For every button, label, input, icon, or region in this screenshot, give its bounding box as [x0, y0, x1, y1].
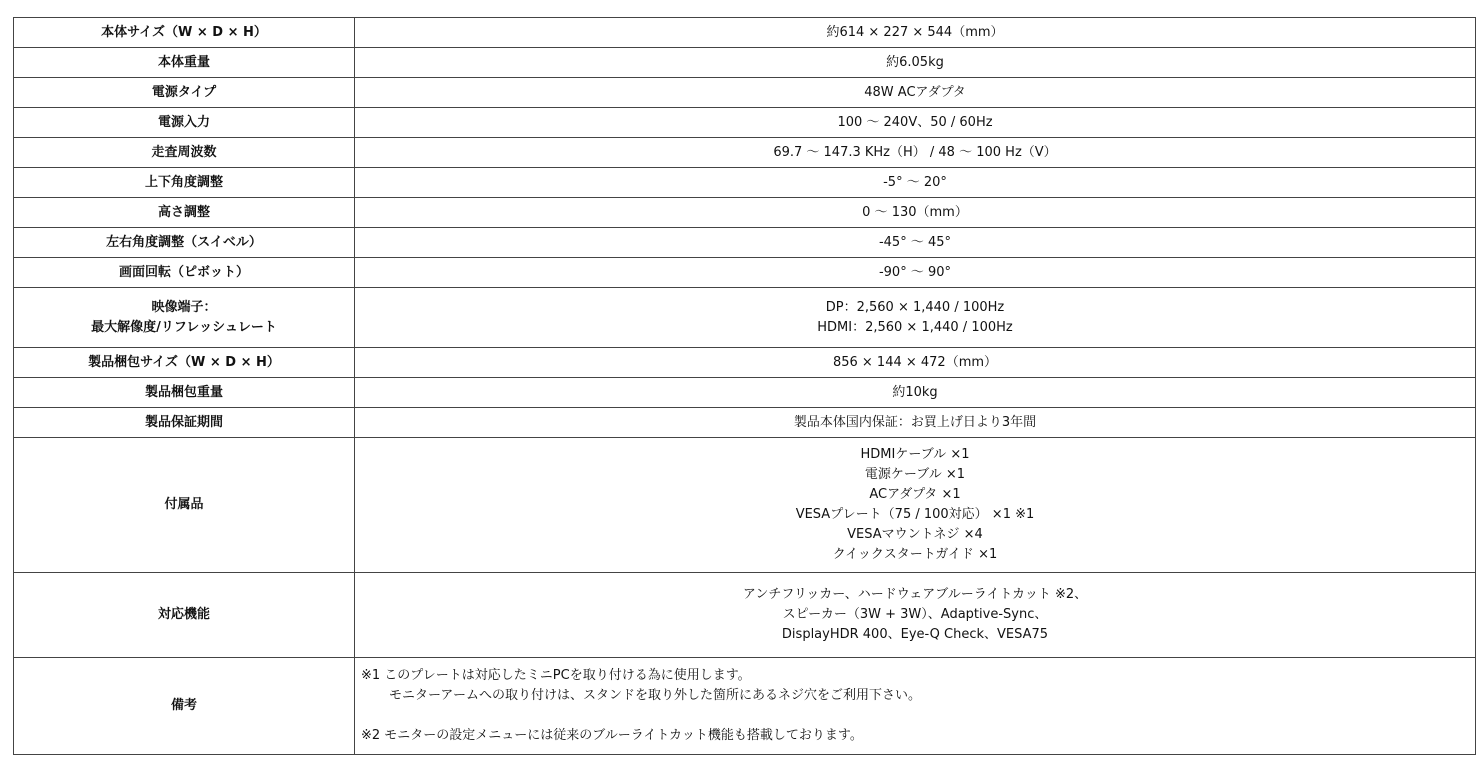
row-label-tilt: 上下角度調整: [14, 168, 355, 198]
row-label-height: 高さ調整: [14, 198, 355, 228]
row-value-power-input: 100 ～ 240V、50 / 60Hz: [355, 108, 1476, 138]
table-row: [14, 258, 1476, 288]
row-label-body-weight: 本体重量: [14, 48, 355, 78]
feature-line: アンチフリッカー、ハードウェアブルーライトカット ※2、: [742, 587, 1088, 602]
table-row: [14, 408, 1476, 438]
accessory-item: ACアダプタ ×1: [869, 487, 961, 502]
table-row: [14, 78, 1476, 108]
row-value-video-ports: [355, 288, 1476, 348]
table-row: [14, 658, 1476, 755]
table-row: [14, 168, 1476, 198]
row-value-body-size: 約614 × 227 × 544（mm）: [355, 18, 1476, 48]
row-label-video-ports: [14, 288, 355, 348]
video-label-line: 最大解像度/リフレッシュレート: [91, 319, 277, 335]
table-row: [14, 288, 1476, 348]
row-value-package-size: 856 × 144 × 472（mm）: [355, 348, 1476, 378]
row-label-accessories: 付属品: [14, 438, 355, 573]
row-label-scan-frequency: 走査周波数: [14, 138, 355, 168]
accessory-item: HDMIケーブル ×1: [860, 447, 970, 462]
row-value-notes: [355, 658, 1476, 755]
feature-line: スピーカー（3W + 3W）、Adaptive-Sync、: [782, 607, 1048, 622]
row-label-package-weight: 製品梱包重量: [14, 378, 355, 408]
row-value-body-weight: 約6.05kg: [355, 48, 1476, 78]
table-row: [14, 138, 1476, 168]
row-value-accessories: [355, 438, 1476, 573]
row-value-height: 0 ～ 130（mm）: [355, 198, 1476, 228]
table-row: [14, 228, 1476, 258]
table-row: [14, 198, 1476, 228]
feature-line: DisplayHDR 400、Eye-Q Check、VESA75: [781, 627, 1049, 642]
video-value-line: HDMI：2,560 × 1,440 / 100Hz: [817, 319, 1013, 335]
row-value-power-type: 48W ACアダプタ: [355, 78, 1476, 108]
row-label-power-type: 電源タイプ: [14, 78, 355, 108]
video-label-line: 映像端子：: [151, 299, 217, 315]
row-label-swivel: 左右角度調整（スイベル）: [14, 228, 355, 258]
table-row: [14, 108, 1476, 138]
spec-table: [13, 17, 1476, 755]
row-label-power-input: 電源入力: [14, 108, 355, 138]
row-label-package-size: 製品梱包サイズ（W × D × H）: [14, 348, 355, 378]
note-1: ※1 このプレートは対応したミニPCを取り付ける為に使用します。: [361, 668, 751, 683]
table-row: [14, 18, 1476, 48]
row-label-notes: 備考: [14, 658, 355, 755]
row-value-warranty: 製品本体国内保証：お買上げ日より3年間: [355, 408, 1476, 438]
accessory-item: VESAプレート（75 / 100対応） ×1 ※1: [795, 507, 1035, 522]
table-row: [14, 48, 1476, 78]
note-1-sub: モニターアームへの取り付けは、スタンドを取り外した箇所にあるネジ穴をご利用下さい。: [389, 688, 921, 703]
row-value-scan-frequency: 69.7 ～ 147.3 KHz（H） / 48 ～ 100 Hz（V）: [355, 138, 1476, 168]
accessory-item: 電源ケーブル ×1: [864, 467, 966, 482]
row-value-swivel: -45° ～ 45°: [355, 228, 1476, 258]
accessory-item: クイックスタートガイド ×1: [832, 547, 998, 562]
row-value-tilt: -5° ～ 20°: [355, 168, 1476, 198]
accessory-item: VESAマウントネジ ×4: [847, 527, 983, 542]
table-row: [14, 378, 1476, 408]
table-row: [14, 348, 1476, 378]
row-label-warranty: 製品保証期間: [14, 408, 355, 438]
table-row: [14, 438, 1476, 573]
note-2: ※2 モニターの設定メニューには従来のブルーライトカット機能も搭載しております。: [361, 728, 863, 743]
video-value-line: DP：2,560 × 1,440 / 100Hz: [825, 299, 1005, 315]
row-label-pivot: 画面回転（ピボット）: [14, 258, 355, 288]
row-value-pivot: -90° ～ 90°: [355, 258, 1476, 288]
table-row: [14, 573, 1476, 658]
note-spacer: [361, 706, 1469, 726]
row-value-features: [355, 573, 1476, 658]
row-label-body-size: 本体サイズ（W × D × H）: [14, 18, 355, 48]
row-label-features: 対応機能: [14, 573, 355, 658]
row-value-package-weight: 約10kg: [355, 378, 1476, 408]
